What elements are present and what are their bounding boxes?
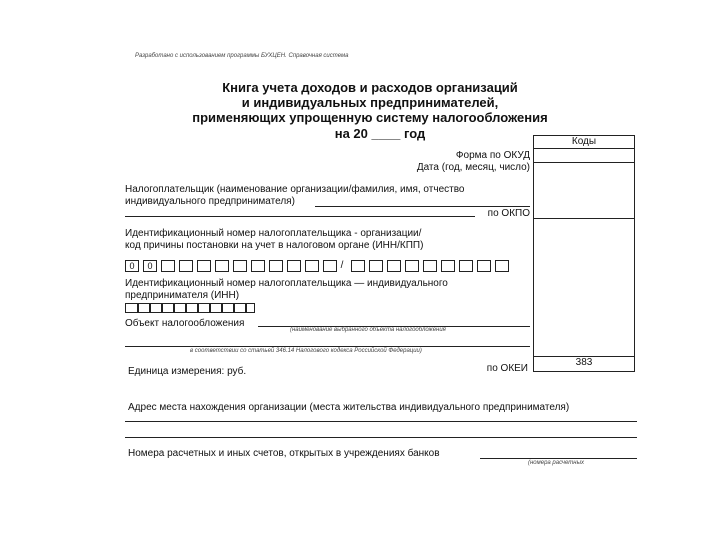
okei-label: по ОКЕИ <box>486 363 528 374</box>
okpo-code-cell[interactable] <box>534 218 634 259</box>
taxpayer-field-line-2[interactable] <box>125 216 475 217</box>
okpo-label: по ОКПО <box>487 208 530 219</box>
okei-code: 383 <box>575 357 593 368</box>
codes-header: Коды <box>571 136 597 147</box>
taxpayer-field-line-1[interactable] <box>315 206 530 207</box>
year-line: на 20 ____ год <box>334 126 426 141</box>
inn-kpp-slash: / <box>340 260 344 271</box>
kpp-cell[interactable] <box>477 260 491 272</box>
accounts-label: Номера расчетных и иных счетов, открытых в учреждениях банков <box>128 448 440 459</box>
kpp-cell[interactable] <box>369 260 383 272</box>
kpp-cell[interactable] <box>351 260 365 272</box>
accounts-field-line[interactable] <box>480 458 637 459</box>
kpp-cell[interactable] <box>387 260 401 272</box>
kpp-cell[interactable] <box>495 260 509 272</box>
kpp-cell[interactable] <box>459 260 473 272</box>
inn-ip-label-1: Идентификационный номер налогоплательщика — индивидуального <box>125 278 448 289</box>
inn-cell[interactable] <box>197 260 211 272</box>
date-code-cell[interactable] <box>534 162 634 177</box>
okei-code-cell <box>534 356 634 373</box>
object-hint: (наименование выбранного объекта налогообложения <box>290 327 446 333</box>
date-label: Дата (год, месяц, число) <box>416 162 530 173</box>
inn-cell[interactable] <box>125 260 139 272</box>
inn-ip-cells <box>125 303 255 315</box>
unit-label: Единица измерения: руб. <box>128 366 247 377</box>
taxpayer-label-2: индивидуального предпринимателя) <box>125 196 295 207</box>
inn-kpp-label-2: код причины постановки на учет в налоговом органе (ИНН/КПП) <box>125 240 424 251</box>
address-line-1[interactable] <box>125 421 637 422</box>
inn-cell[interactable] <box>215 260 229 272</box>
inn-cell[interactable] <box>305 260 319 272</box>
okud-label: Форма по ОКУД <box>455 150 530 161</box>
inn-cell[interactable] <box>323 260 337 272</box>
codes-column <box>533 135 635 372</box>
address-label: Адрес места нахождения организации (места жительства индивидуального предпринимателя) <box>128 402 570 413</box>
inn-cell[interactable] <box>143 260 157 272</box>
book-title <box>170 80 570 125</box>
inn-ip-label-2: предпринимателя (ИНН) <box>125 290 240 301</box>
kpp-cell[interactable] <box>405 260 419 272</box>
inn-prefix-digit-1: 0 <box>129 261 135 271</box>
title-line-2: и индивидуальных предпринимателей, <box>241 95 499 110</box>
approval-note: Разработано с использованием программы БУХЦЕН. Справочная система <box>135 53 349 59</box>
inn-prefix-digit-2: 0 <box>147 261 153 271</box>
inn-kpp-label-1: Идентификационный номер налогоплательщика - организации/ <box>125 228 422 239</box>
accounts-hint: (номера расчетных <box>528 460 584 466</box>
title-line-3: применяющих упрощенную систему налогообложения <box>192 110 548 125</box>
inn-cell[interactable] <box>251 260 265 272</box>
object-hint-2: в соответствии со статьей 346.14 Налогового кодекса Российской Федерации) <box>190 348 422 354</box>
inn-cell[interactable] <box>269 260 283 272</box>
title-line-1: Книга учета доходов и расходов организаций <box>222 80 518 95</box>
okud-code-cell[interactable] <box>534 148 634 163</box>
object-label: Объект налогообложения <box>125 318 245 329</box>
kpp-cell[interactable] <box>423 260 437 272</box>
taxpayer-label-1: Налогоплательщик (наименование организации/фамилия, имя, отчество <box>125 184 465 195</box>
inn-kpp-cells <box>125 260 505 274</box>
inn-cell[interactable] <box>287 260 301 272</box>
kpp-cell[interactable] <box>441 260 455 272</box>
inn-ip-cell[interactable] <box>245 303 255 313</box>
inn-cell[interactable] <box>233 260 247 272</box>
inn-cell[interactable] <box>161 260 175 272</box>
address-line-2[interactable] <box>125 437 637 438</box>
inn-cell[interactable] <box>179 260 193 272</box>
object-field-line-2[interactable] <box>125 346 530 347</box>
